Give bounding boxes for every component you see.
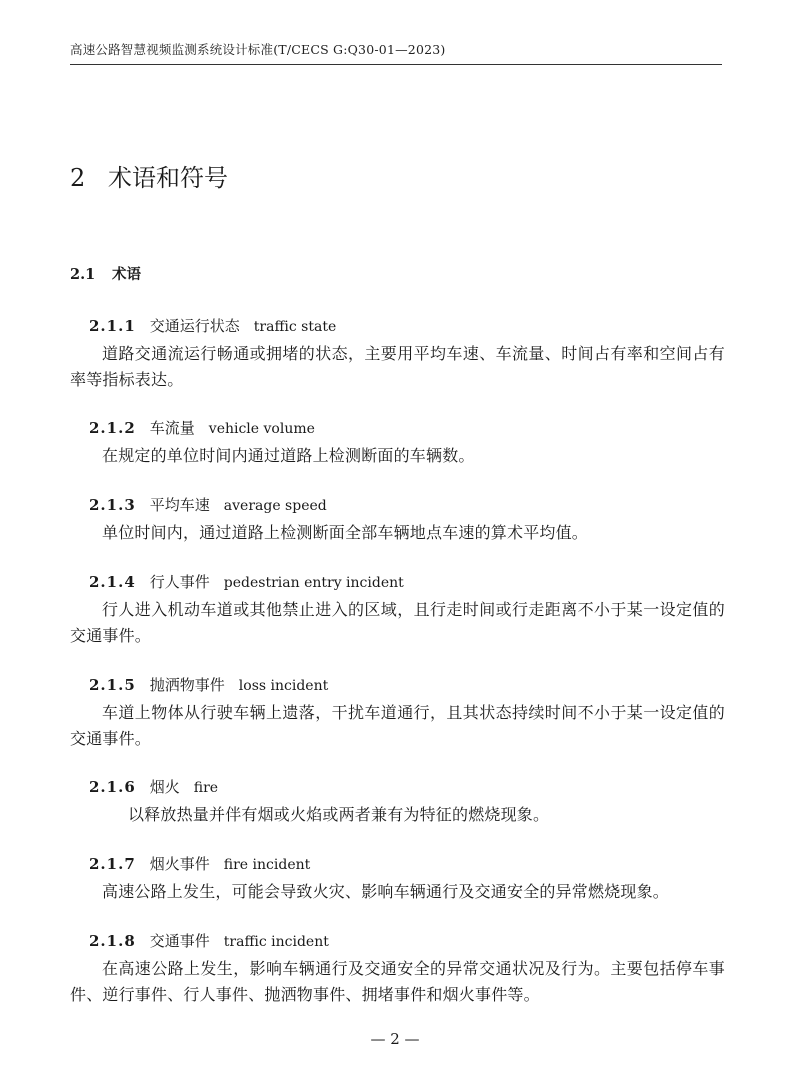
term-definition: 道路交通流运行畅通或拥堵的状态，主要用平均车速、车流量、时间占有率和空间占有率等指标表达。 — [70, 344, 725, 389]
term-chinese: 交通事件 — [149, 932, 210, 950]
term-chinese: 行人事件 — [149, 573, 210, 591]
term-2-1-7 — [70, 853, 725, 905]
chapter-title — [70, 158, 228, 193]
term-number: 2.1.8 — [89, 932, 136, 950]
term-definition: 车道上物体从行驶车辆上遗落，干扰车道通行，且其状态持续时间不小于某一设定值的交通事件。 — [70, 703, 725, 748]
term-number: 2.1.7 — [89, 855, 136, 873]
term-chinese: 抛洒物事件 — [149, 676, 225, 694]
chapter-number: 2 — [70, 164, 86, 192]
term-definition: 在高速公路上发生，影响车辆通行及交通安全的异常交通状况及行为。主要包括停车事件、逆行事件、行人事件、抛洒物事件、拥堵事件和烟火事件等。 — [70, 959, 725, 1004]
term-english: traffic incident — [223, 934, 329, 950]
page-number: — 2 — — [370, 1030, 420, 1048]
section-title — [70, 263, 141, 284]
term-number: 2.1.5 — [89, 676, 136, 694]
term-definition: 单位时间内，通过道路上检测断面全部车辆地点车速的算术平均值。 — [102, 523, 589, 542]
term-2-1-3 — [70, 494, 725, 546]
term-chinese: 烟火 — [149, 778, 180, 796]
running-header: 高速公路智慧视频监测系统设计标准(T/CECS G:Q30-01—2023) — [70, 42, 446, 57]
term-chinese: 烟火事件 — [149, 855, 210, 873]
term-number: 2.1.3 — [89, 496, 136, 514]
term-chinese: 车流量 — [149, 419, 195, 437]
term-english: average speed — [223, 498, 327, 514]
term-2-1-2 — [70, 417, 725, 469]
section-title-text: 术语 — [112, 266, 141, 283]
term-definition: 在规定的单位时间内通过道路上检测断面的车辆数。 — [102, 446, 475, 465]
term-english: loss incident — [238, 678, 329, 694]
term-heading — [70, 853, 725, 875]
term-heading — [70, 930, 725, 952]
term-number: 2.1.2 — [89, 419, 136, 437]
term-2-1-4 — [70, 571, 725, 649]
term-definition: 行人进入机动车道或其他禁止进入的区域，且行走时间或行走距离不小于某一设定值的交通事件。 — [70, 600, 725, 645]
term-heading — [70, 494, 725, 516]
term-definition: 以释放热量并伴有烟或火焰或两者兼有为特征的燃烧现象。 — [128, 805, 550, 824]
header-divider — [70, 64, 722, 65]
term-heading — [70, 571, 725, 593]
term-number: 2.1.6 — [89, 778, 136, 796]
term-chinese: 交通运行状态 — [149, 317, 240, 335]
section-number: 2.1 — [70, 266, 96, 283]
term-2-1-5 — [70, 674, 725, 752]
term-definition: 高速公路上发生，可能会导致火灾、影响车辆通行及交通安全的异常燃烧现象。 — [102, 882, 670, 901]
term-heading — [70, 776, 725, 798]
term-number: 2.1.4 — [89, 573, 136, 591]
term-english: vehicle volume — [208, 421, 315, 437]
term-english: traffic state — [253, 319, 337, 335]
term-english: pedestrian entry incident — [223, 575, 404, 591]
term-english: fire — [193, 780, 219, 796]
term-2-1-8 — [70, 930, 725, 1008]
term-heading — [70, 315, 725, 337]
chapter-title-text: 术语和符号 — [108, 164, 228, 192]
term-chinese: 平均车速 — [149, 496, 210, 514]
term-heading — [70, 674, 725, 696]
term-2-1-6 — [70, 776, 725, 828]
term-english: fire incident — [223, 857, 311, 873]
term-heading — [70, 417, 725, 439]
term-number: 2.1.1 — [89, 317, 136, 335]
term-2-1-1 — [70, 315, 725, 393]
